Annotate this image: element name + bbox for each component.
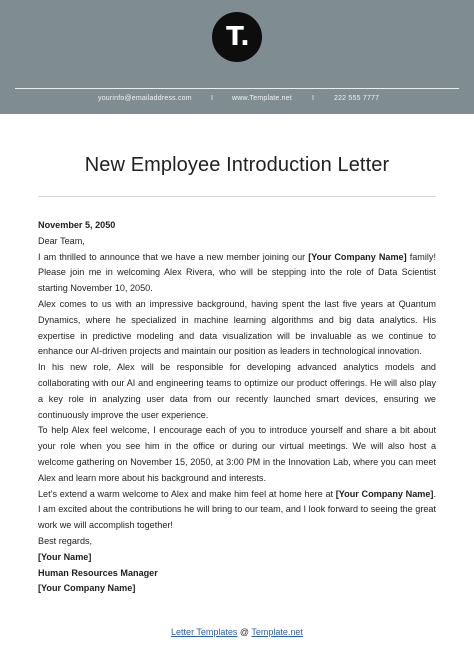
contact-phone: 222 555 7777 [334, 95, 380, 102]
company-placeholder: [Your Company Name] [335, 488, 434, 499]
contact-email: yourinfo@emailaddress.com [98, 95, 192, 102]
contact-separator-2: I [312, 95, 315, 102]
letter-greeting: Dear Team, [38, 235, 85, 246]
contact-website: www.Template.net [232, 95, 293, 102]
template-net-link[interactable]: Template.net [251, 627, 303, 637]
letter-paragraph-1: I am thrilled to announce that we have a new member joining our [Your Company Name] family! Please join me in welcoming Alex Rivera, who will be stepping into the role of Data Scientist starting November 10, 2050. [38, 251, 436, 294]
signature-company: [Your Company Name] [38, 583, 136, 594]
footer-separator: @ [237, 627, 252, 637]
page-title: New Employee Introduction Letter [84, 154, 390, 176]
contact-info [0, 95, 474, 107]
letter-paragraph-2: Alex comes to us with an impressive background, having spent the last five years at Quantum Dynamics, where he specialized in machine learning algorithms and big data analytics. His expertise in predictive modeling and data visualization will be invaluable as we continue to enhance our AI-driven projects and maintain our position as leaders in technological innovation. [38, 298, 436, 357]
contact-separator-1: I [211, 95, 214, 102]
letterhead-banner [0, 0, 474, 114]
header-divider [15, 88, 459, 89]
letter-paragraph-3: In his new role, Alex will be responsible for developing advanced analytics models and collaborating with our AI and engineering teams to optimize our product offerings. He will also play a key role in analyzing user data from our recently launched smart devices, ensuring we continuously improve the user experience. [38, 362, 436, 420]
letter-paragraph-5: Let’s extend a warm welcome to Alex and make him feel at home here at [Your Company Name]. I am excited about the contributions he will bring to our team, and I look forward to seeing the great work we will accomplish together! [38, 488, 436, 531]
title-divider [38, 196, 436, 197]
company-logo [212, 12, 262, 62]
signature-title: Human Resources Manager [38, 567, 158, 578]
letter-templates-link[interactable]: Letter Templates [171, 627, 238, 637]
letter-closing: Best regards, [38, 535, 93, 546]
logo-letter: T. [226, 22, 250, 52]
signature-name: [Your Name] [38, 551, 92, 562]
letter-date: November 5, 2050 [38, 220, 116, 230]
company-placeholder: [Your Company Name] [308, 251, 407, 262]
footer-credit [0, 627, 474, 637]
letter-paragraph-4: To help Alex feel welcome, I encourage each of you to introduce yourself and share a bit about your role when you see him in the office or during our virtual meetings. We will also host a welcome gathering on November 15, 2050, at 3:00 PM in the Innovation Lab, where you can meet Alex and learn more about his background and interests. [38, 425, 436, 483]
letter-body [38, 218, 436, 597]
